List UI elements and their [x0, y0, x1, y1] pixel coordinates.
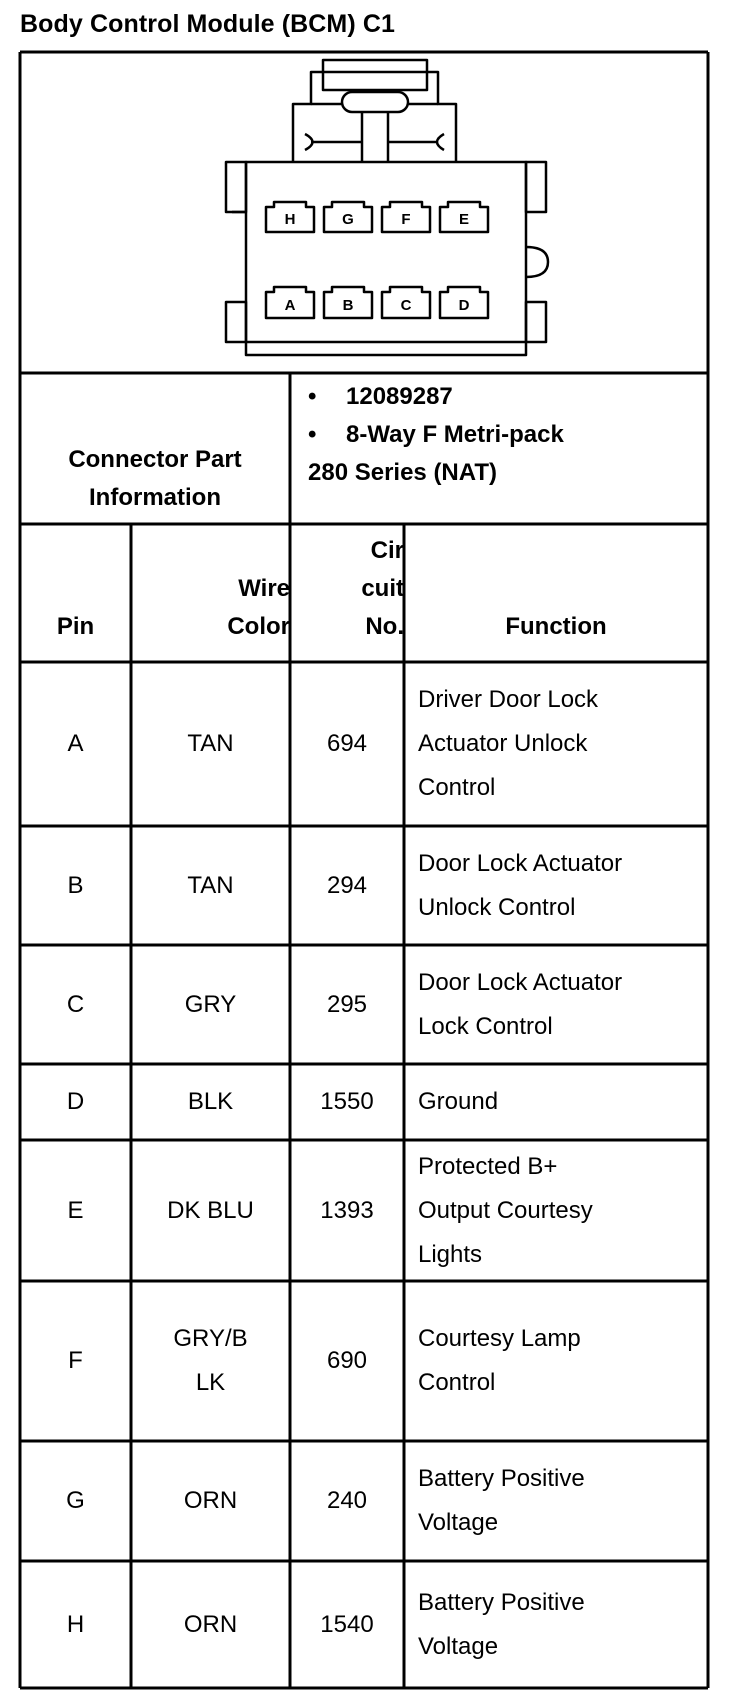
row-f-function — [418, 1281, 708, 1441]
pin-label-f: F — [401, 211, 411, 228]
header-pin: Pin — [56, 613, 95, 640]
row-f-circuit — [290, 1281, 404, 1441]
function-text: Lights — [418, 1240, 483, 1268]
wire-text: ORN — [183, 1487, 238, 1514]
pin-label-a: A — [284, 297, 296, 314]
row-a-wire — [131, 662, 290, 826]
wire-text: DK BLU — [167, 1196, 254, 1224]
wire-text: GRY/B — [173, 1325, 248, 1352]
pin-label-d: D — [458, 297, 470, 314]
wire-text: GRY — [184, 990, 237, 1018]
pin-label-c: C — [400, 297, 412, 314]
pin-label-g: G — [342, 211, 354, 228]
pin-label-e: E — [458, 211, 470, 228]
row-a-function — [418, 662, 708, 826]
wire-text: LK — [195, 1369, 226, 1396]
connector-diagram — [0, 52, 736, 372]
function-text: Output Courtesy — [418, 1196, 593, 1224]
header-wire-color: Wire Color — [227, 575, 290, 640]
part-info-values — [308, 378, 708, 518]
row-b-function — [418, 826, 708, 945]
circuit-text: 1393 — [320, 1196, 374, 1224]
row-e-function — [418, 1140, 708, 1281]
function-text: Actuator Unlock — [418, 730, 588, 757]
row-b-pin — [20, 826, 131, 945]
pin-text: E — [67, 1196, 84, 1224]
part-info-label-line2: Information — [89, 483, 221, 511]
row-h-circuit — [290, 1561, 404, 1688]
row-b-wire — [131, 826, 290, 945]
wire-text: BLK — [187, 1088, 234, 1115]
row-c-wire — [131, 945, 290, 1064]
wire-text: ORN — [183, 1610, 238, 1638]
wire-text: TAN — [187, 871, 234, 899]
circuit-text: 240 — [326, 1487, 368, 1514]
row-d-circuit — [290, 1064, 404, 1140]
row-c-circuit — [290, 945, 404, 1064]
page-title: Body Control Module (BCM) C1 — [20, 10, 395, 38]
function-text: Battery Positive — [418, 1465, 585, 1492]
row-a-circuit — [290, 662, 404, 826]
pin-label-h: H — [284, 211, 296, 228]
function-text: Battery Positive — [418, 1588, 585, 1616]
circuit-text: 690 — [326, 1347, 368, 1374]
part-info-label-line1: Connector Part — [68, 445, 242, 473]
pin-text: G — [66, 1487, 85, 1514]
bottom-pin-sockets — [266, 287, 488, 318]
row-h-function — [418, 1561, 708, 1688]
row-c-function — [418, 945, 708, 1064]
connector-type-item: • 8-Way F Metri-pack — [308, 421, 564, 448]
row-g-circuit — [290, 1441, 404, 1561]
function-text: Ground — [418, 1088, 499, 1115]
row-e-pin — [20, 1140, 131, 1281]
row-d-pin — [20, 1064, 131, 1140]
pin-text: D — [66, 1088, 85, 1115]
row-g-wire — [131, 1441, 290, 1561]
function-text: Voltage — [418, 1632, 499, 1660]
row-c-pin — [20, 945, 131, 1064]
top-pin-sockets — [266, 202, 488, 232]
connector-series: 280 Series (NAT) — [308, 459, 497, 486]
circuit-text: 1540 — [320, 1610, 374, 1638]
row-d-wire — [131, 1064, 290, 1140]
row-e-circuit — [290, 1140, 404, 1281]
part-info-label — [20, 373, 290, 524]
row-h-pin — [20, 1561, 131, 1688]
function-text: Driver Door Lock — [418, 686, 599, 713]
pin-text: C — [66, 990, 85, 1018]
function-text: Door Lock Actuator — [418, 849, 623, 877]
part-number: 12089287 — [346, 383, 453, 410]
pin-text: B — [67, 871, 84, 899]
function-text: Control — [418, 1369, 496, 1396]
row-b-circuit — [290, 826, 404, 945]
function-text: Protected B+ — [418, 1152, 558, 1180]
function-text: Voltage — [418, 1509, 499, 1536]
row-e-wire — [131, 1140, 290, 1281]
row-f-pin — [20, 1281, 131, 1441]
circuit-text: 295 — [326, 990, 368, 1018]
wire-text: TAN — [187, 730, 234, 757]
function-text: Courtesy Lamp — [418, 1325, 581, 1352]
circuit-text: 1550 — [320, 1088, 374, 1115]
part-number-item: • 12089287 — [308, 383, 453, 410]
header-function: Function — [505, 613, 607, 640]
circuit-text: 694 — [326, 730, 368, 757]
circuit-text: 294 — [326, 871, 368, 899]
function-text: Lock Control — [418, 1012, 553, 1040]
pin-text: A — [67, 730, 84, 757]
pin-text: F — [68, 1347, 83, 1374]
header-circuit-no: Cir cuit No. — [361, 537, 404, 640]
row-f-wire — [131, 1281, 290, 1441]
row-h-wire — [131, 1561, 290, 1688]
row-g-function — [418, 1441, 708, 1561]
row-a-pin — [20, 662, 131, 826]
row-g-pin — [20, 1441, 131, 1561]
connector-type: 8-Way F Metri-pack — [346, 421, 564, 448]
function-text: Door Lock Actuator — [418, 968, 623, 996]
pin-text: H — [66, 1610, 85, 1638]
pin-label-b: B — [342, 297, 354, 314]
function-text: Unlock Control — [418, 893, 576, 921]
row-d-function — [418, 1064, 708, 1140]
function-text: Control — [418, 774, 496, 801]
